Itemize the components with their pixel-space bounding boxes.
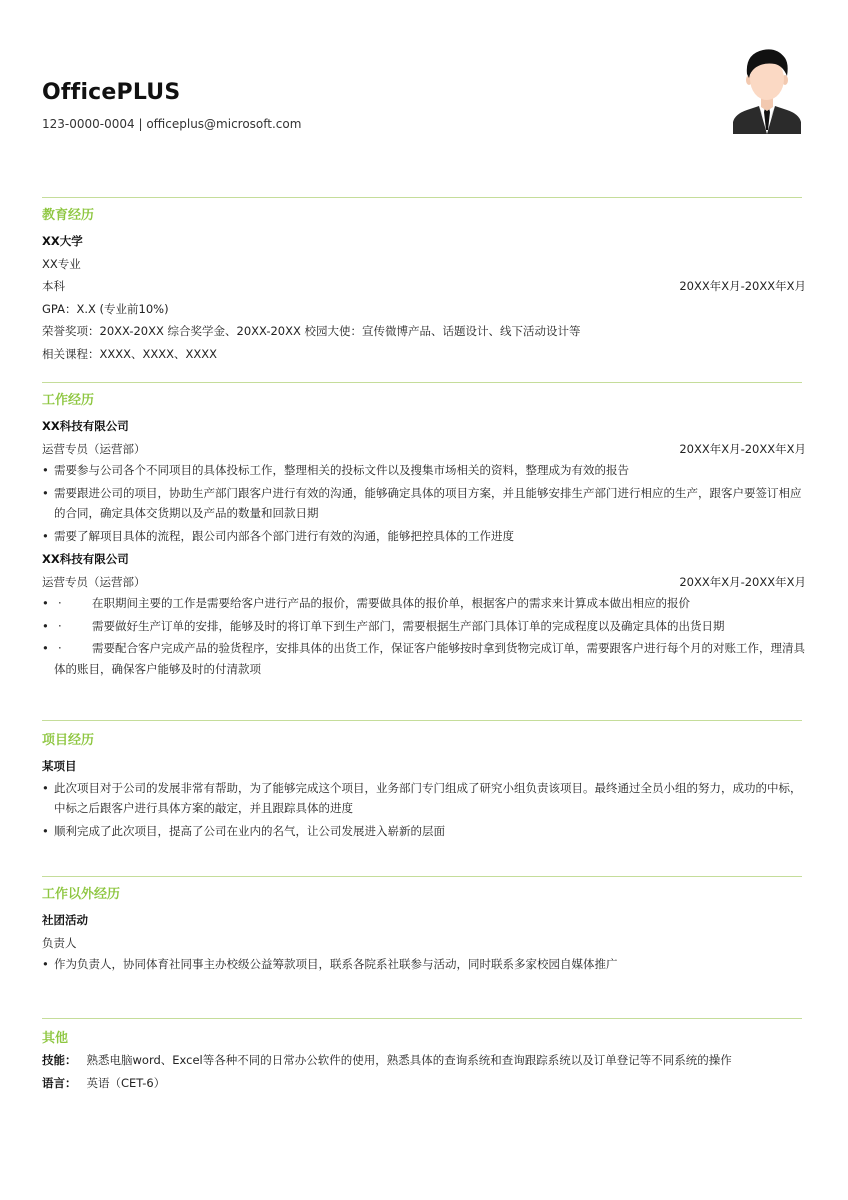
- candidate-name: OfficePLUS: [42, 80, 181, 105]
- gpa: GPA：X.X (专业前10%): [42, 301, 169, 316]
- work-title: 工作经历: [42, 393, 95, 408]
- job-role-row: [42, 571, 806, 594]
- list-item: • 需要参与公司各个不同项目的具体投标工作，整理相关的投标文件以及搜集市场相关的资料，整理成为有效的报告: [42, 460, 806, 481]
- job-role-row: [42, 438, 806, 461]
- list-item: • 需要了解项目具体的流程，跟公司内部各个部门进行有效的沟通，能够把控具体的工作进度: [42, 526, 806, 547]
- language-value: 英语（CET-6）: [86, 1075, 166, 1090]
- project-name: 某项目: [42, 759, 77, 773]
- bullet-marker: ·: [58, 596, 62, 610]
- honors: 荣誉奖项：20XX-20XX 综合奖学金、20XX-20XX 校园大使：宣传微博产品、话题设计、线下活动设计等: [42, 324, 581, 338]
- section-divider: [42, 197, 802, 198]
- section-divider: [42, 720, 802, 721]
- courses: 相关课程：XXXX、XXXX、XXXX: [42, 346, 218, 361]
- list-item: • 顺利完成了此次项目，提高了公司在业内的名气，让公司发展进入崭新的层面: [42, 821, 806, 842]
- list-item: • 需要跟进公司的项目，协助生产部门跟客户进行有效的沟通，能够确定具体的项目方案，并且能够安排生产部门进行相应的生产，跟客户要签订相应的合同，确定具体交货期以及产品的数量和回款日期: [42, 483, 806, 524]
- list-item: • · 需要配合客户完成产品的验货程序，安排具体的出货工作，保证客户能够按时拿到货物完成订单，需要跟客户进行每个月的对账工作，理清具体的账目，确保客户能够及时的付清款项: [42, 638, 806, 679]
- language-row: [42, 1072, 806, 1095]
- list-item: • · 需要做好生产订单的安排，能够及时的将订单下到生产部门，需要根据生产部门具体订单的完成程度以及确定具体的出货日期: [42, 616, 806, 637]
- other-experience-section: [42, 876, 806, 977]
- skills-value: 熟悉电脑word、Excel等各种不同的日常办公软件的使用，熟悉具体的查询系统和查询跟踪系统以及订单登记等不同系统的操作: [86, 1053, 732, 1067]
- section-divider: [42, 1018, 802, 1019]
- skills-label: 技能：: [42, 1053, 77, 1067]
- misc-section: [42, 1018, 806, 1094]
- company-name: XX科技有限公司: [42, 552, 129, 566]
- work-section: [42, 382, 806, 681]
- bullet-marker: ·: [58, 641, 62, 655]
- major: XX专业: [42, 256, 81, 271]
- list-item: • · 在职期间主要的工作是需要给客户进行产品的报价，需要做具体的报价单，根据客户的需求来计算成本做出相应的报价: [42, 593, 806, 614]
- other-experience-title: 工作以外经历: [42, 887, 121, 902]
- project-title: 项目经历: [42, 733, 95, 748]
- misc-title: 其他: [42, 1031, 69, 1046]
- bullet-marker: ·: [58, 618, 62, 633]
- list-item: • 此次项目对于公司的发展非常有帮助，为了能够完成这个项目，业务部门专门组成了研究小组负责该项目。最终通过全员小组的努力，成功的中标，中标之后跟客户进行具体方案的敲定，并且跟踪具体的进度: [42, 778, 806, 819]
- person-avatar-icon: [733, 44, 801, 134]
- degree: 本科: [42, 279, 65, 293]
- education-title: 教育经历: [42, 208, 95, 223]
- company-name: XX科技有限公司: [42, 419, 129, 433]
- school-name: XX大学: [42, 234, 83, 248]
- degree-row: [42, 275, 806, 298]
- activity-role: 负责人: [42, 935, 77, 950]
- section-divider: [42, 382, 802, 383]
- section-divider: [42, 876, 802, 877]
- activity-name: 社团活动: [42, 913, 88, 927]
- skills-row: [42, 1049, 806, 1072]
- project-section: [42, 720, 806, 843]
- language-label: 语言：: [42, 1075, 77, 1090]
- job-role: 运营专员（运营部）: [42, 441, 146, 456]
- job-role: 运营专员（运营部）: [42, 574, 146, 589]
- education-period: 20XX年X月-20XX年X月: [679, 279, 806, 293]
- job-period: 20XX年X月-20XX年X月: [679, 574, 806, 589]
- education-section: [42, 197, 806, 365]
- job-period: 20XX年X月-20XX年X月: [679, 441, 806, 456]
- contact-info: 123-0000-0004 | officeplus@microsoft.com: [42, 117, 302, 131]
- list-item: • 作为负责人，协同体育社同事主办校级公益筹款项目，联系各院系社联参与活动，同时联系多家校园自媒体推广: [42, 954, 806, 975]
